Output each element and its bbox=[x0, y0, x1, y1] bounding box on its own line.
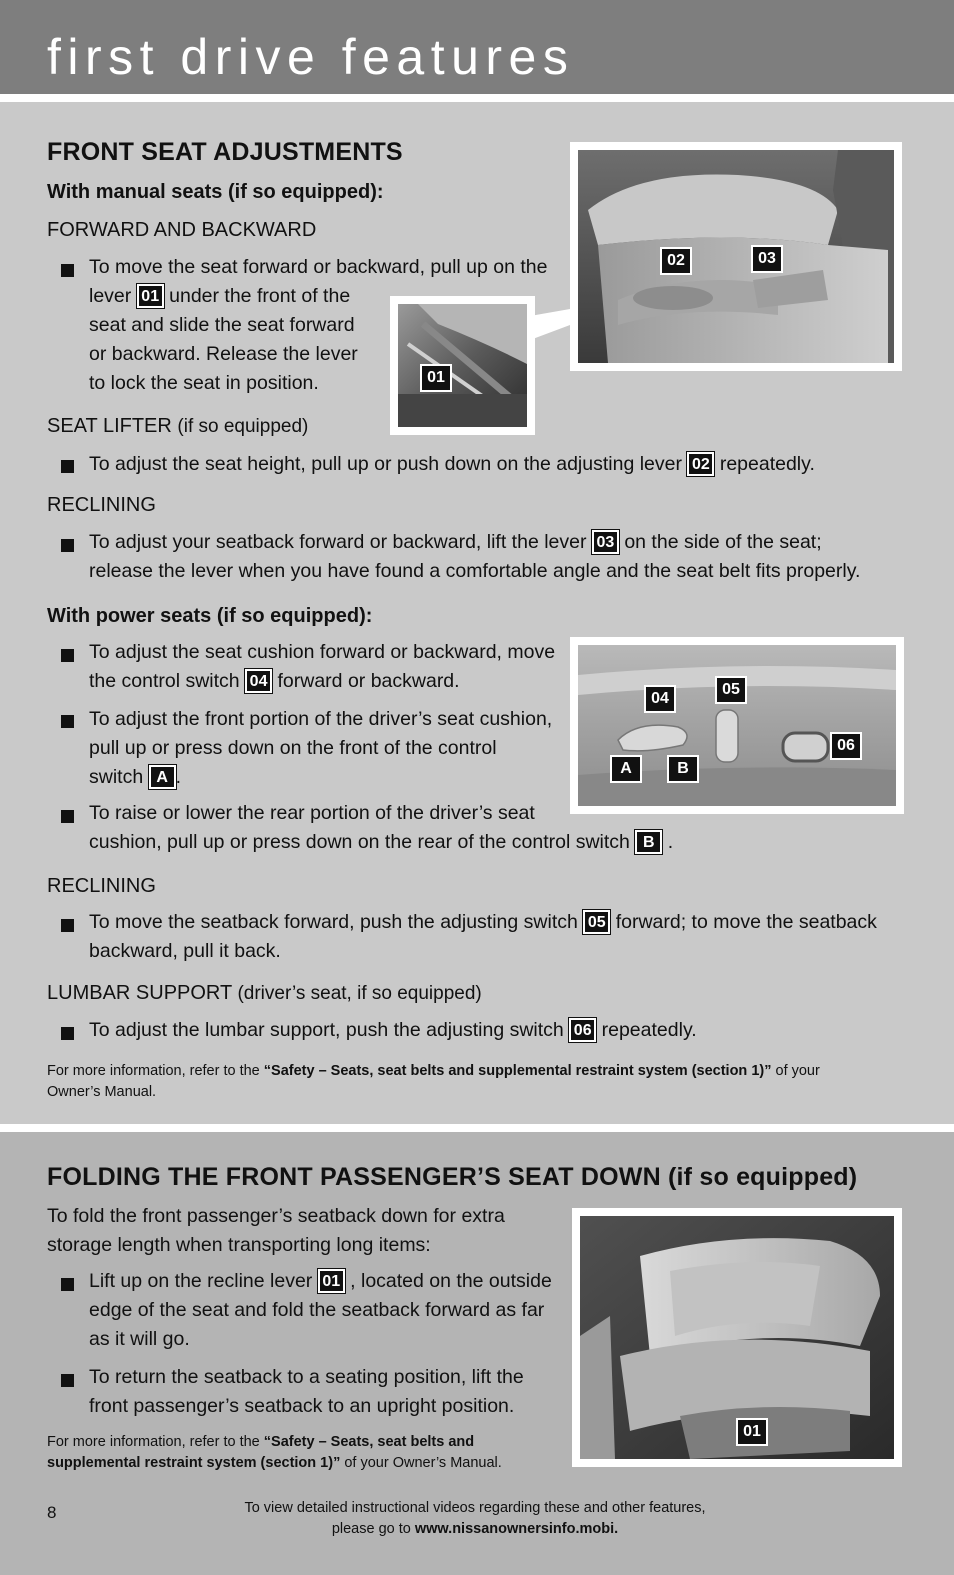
folding-step2 bbox=[89, 1363, 569, 1421]
photo-callout-04: 04 bbox=[644, 685, 676, 713]
text-line: edge of the seat and fold the seatback forward as far bbox=[89, 1299, 545, 1321]
text-line: lever 01 under the front of the bbox=[89, 285, 351, 307]
text-line: or backward. Release the lever bbox=[89, 343, 358, 365]
lever-closeup-photo bbox=[398, 304, 527, 427]
bullet bbox=[61, 460, 74, 473]
callout-badge-03: 03 bbox=[592, 530, 619, 554]
photo-callout-02: 02 bbox=[660, 247, 692, 275]
text-line: storage length when transporting long items: bbox=[47, 1234, 431, 1256]
text-line: To adjust the seat cushion forward or backward, move bbox=[89, 641, 556, 663]
callout-badge-05: 05 bbox=[583, 910, 610, 934]
bullet bbox=[61, 1374, 74, 1387]
bullet bbox=[61, 1278, 74, 1291]
text-line: as it will go. bbox=[89, 1328, 190, 1350]
callout-badge-04: 04 bbox=[245, 669, 272, 693]
reclining-caption-power: RECLINING bbox=[47, 875, 156, 897]
text-line: backward, pull it back. bbox=[89, 940, 281, 962]
callout-badge-06: 06 bbox=[569, 1018, 596, 1042]
text-line: the control switch 04 forward or backward. bbox=[89, 670, 460, 692]
bullet bbox=[61, 649, 74, 662]
callout-badge-A: A bbox=[149, 765, 176, 789]
bullet bbox=[61, 1027, 74, 1040]
text-line: To raise or lower the rear portion of the driver’s seat bbox=[89, 802, 535, 824]
page-number: 8 bbox=[47, 1503, 57, 1522]
text-line: Owner’s Manual. bbox=[47, 1084, 157, 1100]
power-cushion-paragraph bbox=[89, 638, 569, 696]
manual-seat-photo-frame bbox=[570, 142, 902, 371]
photo-callout-01: 01 bbox=[420, 364, 452, 392]
lumbar-caption: LUMBAR SUPPORT (driver’s seat, if so equipped) bbox=[47, 982, 482, 1004]
text-line: To move the seatback forward, push the adjusting switch 05 forward; to move the seatback bbox=[89, 911, 877, 933]
page-header bbox=[0, 0, 954, 94]
text-line: To return the seatback to a seating position, lift the bbox=[89, 1366, 524, 1388]
callout-badge-01: 01 bbox=[318, 1269, 345, 1293]
callout-badge-01: 01 bbox=[137, 284, 164, 308]
seat-lifter-paragraph: To adjust the seat height, pull up or push down on the adjusting lever 02 repeatedly. bbox=[89, 453, 815, 475]
section2-reference-note bbox=[47, 1432, 547, 1474]
folded-seat-photo-frame bbox=[572, 1208, 902, 1467]
lever-closeup-photo-frame bbox=[390, 296, 535, 435]
header-divider bbox=[0, 94, 954, 102]
text-line: cushion, pull up or press down on the rear of the control switch B . bbox=[89, 831, 674, 853]
text-line: Lift up on the recline lever 01 , located on the outside bbox=[89, 1270, 552, 1292]
seat-lifter-caption: SEAT LIFTER (if so equipped) bbox=[47, 415, 309, 437]
callout-badge-02: 02 bbox=[687, 452, 714, 476]
manual-seat-photo bbox=[578, 150, 894, 363]
text-line: To adjust the front portion of the driver’s seat cushion, bbox=[89, 708, 553, 730]
photo-callout-B: B bbox=[667, 755, 699, 783]
text-line: To move the seat forward or backward, pull up on the bbox=[89, 256, 548, 278]
text-line: seat and slide the seat forward bbox=[89, 314, 355, 336]
text-line: For more information, refer to the “Safety – Seats, seat belts and bbox=[47, 1434, 475, 1450]
callout-badge-B: B bbox=[635, 830, 662, 854]
section-divider bbox=[0, 1124, 954, 1132]
power-front-paragraph bbox=[89, 705, 569, 792]
footer-note bbox=[200, 1498, 750, 1540]
reclining-paragraph bbox=[89, 528, 929, 586]
reclining-power-paragraph bbox=[89, 908, 939, 966]
bullet bbox=[61, 539, 74, 552]
photo-callout-A: A bbox=[610, 755, 642, 783]
forward-backward-caption: FORWARD AND BACKWARD bbox=[47, 219, 317, 241]
text-line: to lock the seat in position. bbox=[89, 372, 319, 394]
power-seat-photo-frame bbox=[570, 637, 904, 814]
photo-callout-06: 06 bbox=[830, 732, 862, 760]
text-line: please go to www.nissanownersinfo.mobi. bbox=[331, 1521, 619, 1537]
folding-step1 bbox=[89, 1267, 569, 1354]
bullet bbox=[61, 810, 74, 823]
power-seats-heading: With power seats (if so equipped): bbox=[47, 605, 373, 627]
photo-callout-01: 01 bbox=[736, 1418, 768, 1446]
manual-seats-heading: With manual seats (if so equipped): bbox=[47, 181, 384, 203]
text-line: front passenger’s seatback to an upright position. bbox=[89, 1395, 515, 1417]
bullet bbox=[61, 264, 74, 277]
footer-url-link[interactable]: www.nissanownersinfo.mobi. bbox=[414, 1521, 619, 1537]
page-title: first drive features bbox=[47, 29, 575, 85]
text-line: supplemental restraint system (section 1)” of your Owner’s Manual. bbox=[47, 1455, 502, 1471]
folding-intro bbox=[47, 1202, 547, 1260]
bullet bbox=[61, 919, 74, 932]
text-line: For more information, refer to the “Safety – Seats, seat belts and supplemental restraint system (section 1)” of your bbox=[47, 1063, 820, 1079]
photo-callout-05: 05 bbox=[715, 676, 747, 704]
text-line: pull up or press down on the front of the control bbox=[89, 737, 497, 759]
section1-reference-note bbox=[47, 1061, 907, 1103]
text-line: To fold the front passenger’s seatback down for extra bbox=[47, 1205, 505, 1227]
text-line: To view detailed instructional videos regarding these and other features, bbox=[244, 1500, 706, 1516]
section-heading: FRONT SEAT ADJUSTMENTS bbox=[47, 138, 403, 166]
text-line: To adjust your seatback forward or backward, lift the lever 03 on the side of the seat; bbox=[89, 531, 822, 553]
bullet bbox=[61, 715, 74, 728]
lumbar-paragraph: To adjust the lumbar support, push the adjusting switch 06 repeatedly. bbox=[89, 1019, 697, 1041]
photo-callout-03: 03 bbox=[751, 245, 783, 273]
reclining-caption: RECLINING bbox=[47, 494, 156, 516]
text-line: switch A . bbox=[89, 766, 182, 788]
text-line: release the lever when you have found a comfortable angle and the seat belt fits properly. bbox=[89, 560, 861, 582]
folding-heading: FOLDING THE FRONT PASSENGER’S SEAT DOWN (if so equipped) bbox=[47, 1163, 858, 1191]
